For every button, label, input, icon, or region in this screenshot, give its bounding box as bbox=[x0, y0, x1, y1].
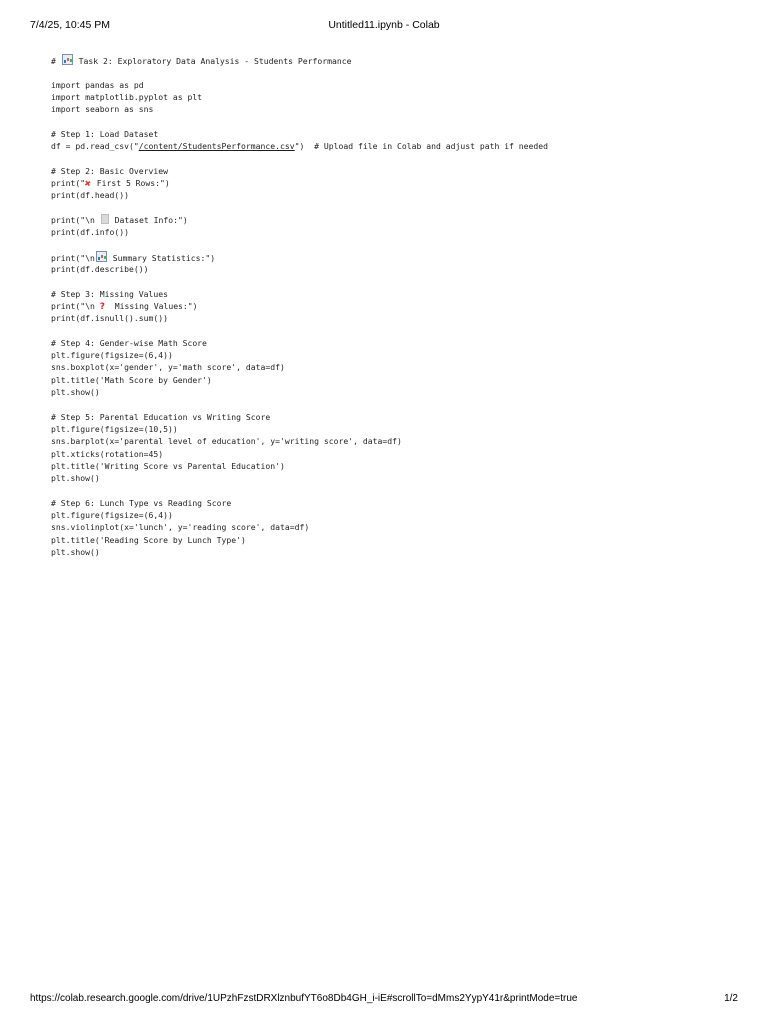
code-text: First 5 Rows:") bbox=[91, 177, 170, 188]
code-line: # Step 3: Missing Values bbox=[51, 288, 168, 299]
blank-line bbox=[51, 238, 741, 250]
code-line: plt.figure(figsize=(10,5)) bbox=[51, 423, 178, 434]
blank-line bbox=[51, 202, 741, 214]
page-icon bbox=[101, 214, 109, 224]
code-text: df = pd.read_csv(" bbox=[51, 141, 139, 152]
code-line: import seaborn as sns bbox=[51, 104, 154, 115]
code-line: plt.title('Reading Score by Lunch Type') bbox=[51, 534, 246, 545]
code-text: # bbox=[51, 56, 61, 66]
code-line bbox=[51, 177, 741, 189]
code-line: plt.show() bbox=[51, 473, 100, 484]
pushpin-icon: ✚ bbox=[82, 177, 94, 190]
code-line: # Step 4: Gender-wise Math Score bbox=[51, 337, 207, 348]
question-mark-icon: ? bbox=[99, 301, 105, 312]
code-line: plt.figure(figsize=(6,4)) bbox=[51, 509, 173, 520]
print-datetime: 7/4/25, 10:45 PM bbox=[30, 19, 110, 31]
bar-chart-icon bbox=[96, 251, 107, 262]
code-line: print(df.info()) bbox=[51, 227, 129, 238]
blank-line bbox=[51, 275, 741, 287]
code-line: plt.show() bbox=[51, 387, 100, 398]
code-line: plt.title('Writing Score vs Parental Education') bbox=[51, 460, 285, 471]
code-line: import pandas as pd bbox=[51, 79, 144, 90]
code-line: print(df.describe()) bbox=[51, 264, 149, 275]
code-line: # Step 2: Basic Overview bbox=[51, 165, 168, 176]
code-text: print(" bbox=[51, 177, 86, 188]
code-line: # Step 5: Parental Education vs Writing Score bbox=[51, 411, 271, 422]
csv-path-link[interactable]: /content/StudentsPerformance.csv bbox=[138, 141, 295, 152]
blank-line bbox=[51, 115, 741, 127]
code-line bbox=[51, 140, 741, 152]
code-text: Summary Statistics:") bbox=[107, 252, 216, 263]
code-text: print("\n bbox=[51, 252, 95, 263]
code-line: sns.barplot(x='parental level of education', y='writing score', data=df) bbox=[51, 436, 402, 447]
code-line: plt.show() bbox=[51, 546, 100, 557]
code-line: # Step 1: Load Dataset bbox=[51, 128, 159, 139]
blank-line bbox=[51, 66, 741, 78]
code-line: plt.figure(figsize=(6,4)) bbox=[51, 350, 173, 361]
code-text: print("\n bbox=[51, 300, 100, 311]
code-line bbox=[51, 54, 741, 66]
code-line bbox=[51, 300, 741, 312]
code-line: print(df.head()) bbox=[51, 190, 129, 201]
code-line: sns.violinplot(x='lunch', y='reading score', data=df) bbox=[51, 522, 310, 533]
code-line: import matplotlib.pyplot as plt bbox=[51, 91, 203, 102]
code-text: print("\n bbox=[51, 214, 100, 225]
code-text: Dataset Info:") bbox=[109, 214, 188, 225]
blank-line bbox=[51, 325, 741, 337]
code-text: ") # Upload file in Colab and adjust path if needed bbox=[294, 141, 549, 152]
code-line: print(df.isnull().sum()) bbox=[51, 313, 168, 324]
page-url[interactable]: https://colab.research.google.com/drive/1UPzhFzstDRXlznbufYT6o8Db4GH_i-iE#scrollTo=dMms2YypY41r&printMode=true bbox=[30, 993, 578, 1004]
code-line bbox=[51, 214, 741, 226]
blank-line bbox=[51, 152, 741, 164]
code-line: plt.xticks(rotation=45) bbox=[51, 448, 164, 459]
bar-chart-icon bbox=[62, 54, 73, 65]
code-line: # Step 6: Lunch Type vs Reading Score bbox=[51, 497, 232, 508]
code-text: Task 2: Exploratory Data Analysis - Students Performance bbox=[73, 56, 352, 66]
page-title: Untitled11.ipynb - Colab bbox=[328, 19, 440, 31]
code-line: plt.title('Math Score by Gender') bbox=[51, 374, 212, 385]
blank-line bbox=[51, 484, 741, 496]
page-indicator: 1/2 bbox=[724, 993, 738, 1004]
code-text: Missing Values:") bbox=[104, 300, 198, 311]
code-line: sns.boxplot(x='gender', y='math score', data=df) bbox=[51, 362, 285, 373]
blank-line bbox=[51, 398, 741, 410]
code-line bbox=[51, 251, 741, 263]
code-cell[interactable] bbox=[51, 54, 741, 558]
